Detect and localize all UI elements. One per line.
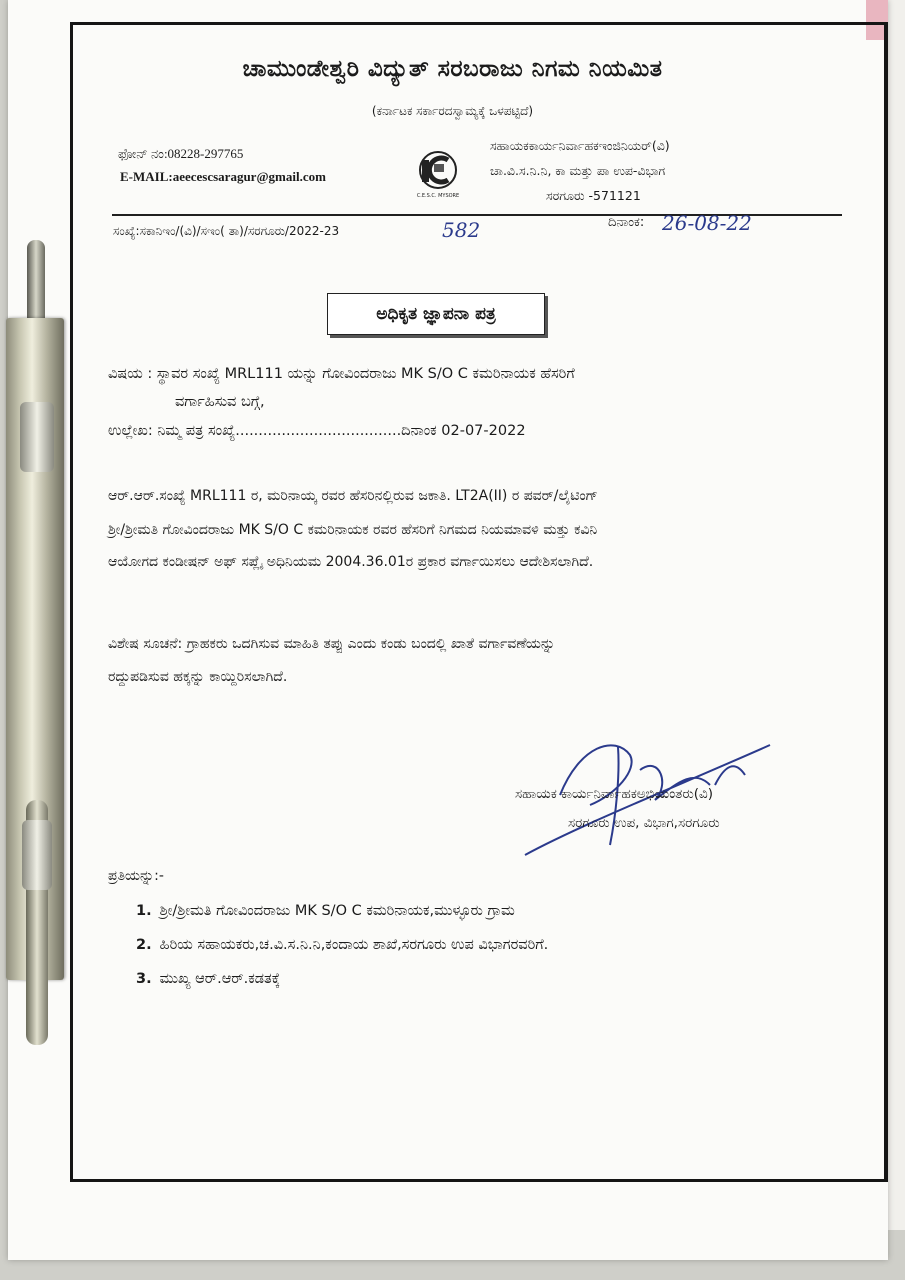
office-address: ಸರಗೂರು -571121 — [546, 188, 641, 203]
note-line-2: ರದ್ದುಪಡಿಸುವ ಹಕ್ಕನ್ನು ಕಾಯ್ದಿರಿಸಲಾಗಿದೆ. — [108, 669, 288, 685]
cesc-logo-icon — [408, 148, 468, 200]
copy-text: ಶ್ರೀ/ಶ್ರೀಮತಿ ಗೋವಿಂದರಾಜು MK S/O C ಕಮರಿನಾಯಕ,ಮುಳ್ಳೂರು ಗ್ರಾಮ — [159, 903, 515, 919]
company-subtitle: (ಕರ್ನಾಟಕ ಸರ್ಕಾರದಸ್ವಾಮ್ಯಕ್ಕೆ ಒಳಪಟ್ಟಿದೆ) — [371, 104, 534, 118]
copy-item — [136, 903, 515, 919]
copy-number: 3. — [136, 971, 152, 987]
reference-handwritten: 582 — [442, 218, 481, 242]
copies-label: ಪ್ರತಿಯನ್ನು:- — [108, 868, 164, 884]
copy-number: 2. — [136, 937, 152, 953]
memo-heading: ಅಧಿಕೃತ ಜ್ಞಾಪನಾ ಪತ್ರ — [327, 293, 545, 335]
body-line-1: ಆರ್.ಆರ್.ಸಂಖ್ಯೆ MRL111 ರ, ಮರಿನಾಯ್ಕ ರವರ ಹೆಸರಿನಲ್ಲಿರುವ ಜಕಾತಿ. LT2A(II) ರ ಪವರ್/ಲೈಟಿಂಗ್ — [108, 488, 598, 504]
subject-line-2: ವರ್ಗಾಹಿಸುವ ಬಗ್ಗೆ, — [175, 394, 265, 410]
note-line-1: ವಿಶೇಷ ಸೂಚನೆ: ಗ್ರಾಹಕರು ಒದಗಿಸುವ ಮಾಹಿತಿ ತಪ್ಪು ಎಂದು ಕಂಡು ಬಂದಲ್ಲಿ ಖಾತೆ ವರ್ಗಾವಣೆಯನ್ನು — [108, 636, 556, 652]
body-line-3: ಆಯೋಗದ ಕಂಡೀಷನ್ ಅಫ್ ಸಪ್ಲೈ ಅಧಿನಿಯಮ 2004.36.01ರ ಪ್ರಕಾರ ವರ್ಗಾಯಿಸಲು ಆದೇಶಿಸಲಾಗಿದೆ. — [108, 554, 594, 570]
office-division: ಚಾ.ವಿ.ಸ.ನಿ.ನಿ, ಕಾ ಮತ್ತು ಪಾ ಉಪ-ವಿಭಾಗ — [490, 163, 666, 178]
letter-border — [70, 22, 888, 1182]
copy-number: 1. — [136, 903, 152, 919]
subject-line-1: ವಿಷಯ : ಸ್ಥಾವರ ಸಂಖ್ಯೆ MRL111 ಯನ್ನು ಗೋವಿಂದರಾಜು MK S/O C ಕಮರಿನಾಯಕ ಹೆಸರಿಗೆ — [108, 366, 575, 382]
signatory-office: ಸರಗೂರು ಉಪ, ವಿಭಾಗ,ಸರಗೂರು — [568, 815, 720, 831]
copy-item — [136, 971, 280, 987]
body-line-2: ಶ್ರೀ/ಶ್ರೀಮತಿ ಗೋವಿಂದರಾಜು MK S/O C ಕಮರಿನಾಯಕ ರವರ ಹೆಸರಿಗೆ ನಿಗಮದ ನಿಯಮಾವಳಿ ಮತ್ತು ಕವಿನಿ — [108, 522, 598, 538]
date-handwritten: 26-08-22 — [662, 211, 752, 235]
copy-text: ಮುಖ್ಯ ಆರ್.ಆರ್.ಕಡತಕ್ಕೆ — [159, 971, 281, 987]
reference-number: ಸಂಖ್ಯೆ:ಸಕಾನಿಇಂ/(ವಿ)/ಸಇಂ( ತಾ)/ಸರಗೂರು/2022-23 — [113, 224, 340, 238]
copy-item — [136, 937, 548, 953]
company-title: ಚಾಮುಂಡೇಶ್ವರಿ ವಿದ್ಯುತ್ ಸರಬರಾಜು ನಿಗಮ ನಿಯಮಿತ — [242, 56, 663, 82]
phone-number: ಫೋನ್ ನಂ:08228-297765 — [118, 146, 244, 161]
signatory-title: ಸಹಾಯಕ ಕಾರ್ಯನಿರ್ವಾಹಕಅಭಿಯಂತರು(ವಿ) — [515, 786, 714, 802]
copy-text: ಹಿರಿಯ ಸಹಾಯಕರು,ಚ.ವಿ.ಸ.ನಿ.ನಿ,ಕಂದಾಯ ಶಾಖೆ,ಸರಗೂರು ಉಪ ವಿಭಾಗರವರಿಗೆ. — [159, 937, 549, 953]
reference-line: ಉಲ್ಲೇಖ: ನಿಮ್ಮ ಪತ್ರ ಸಂಖ್ಯೆ....................................ದಿನಾಂಕ 02-07-2022 — [108, 423, 526, 439]
office-designation: ಸಹಾಯಕಕಾರ್ಯನಿರ್ವಾಹಕಇಂಜಿನಿಯರ್(ವಿ) — [490, 138, 670, 153]
date-label: ದಿನಾಂಕ: — [608, 215, 645, 230]
binder-clasp-top — [20, 402, 54, 472]
binder-clasp-bottom — [22, 820, 52, 890]
email-address: E-MAIL:aeecescsaragur@gmail.com — [120, 169, 326, 184]
logo-caption: C.E.S.C. MYSORE — [416, 193, 460, 199]
